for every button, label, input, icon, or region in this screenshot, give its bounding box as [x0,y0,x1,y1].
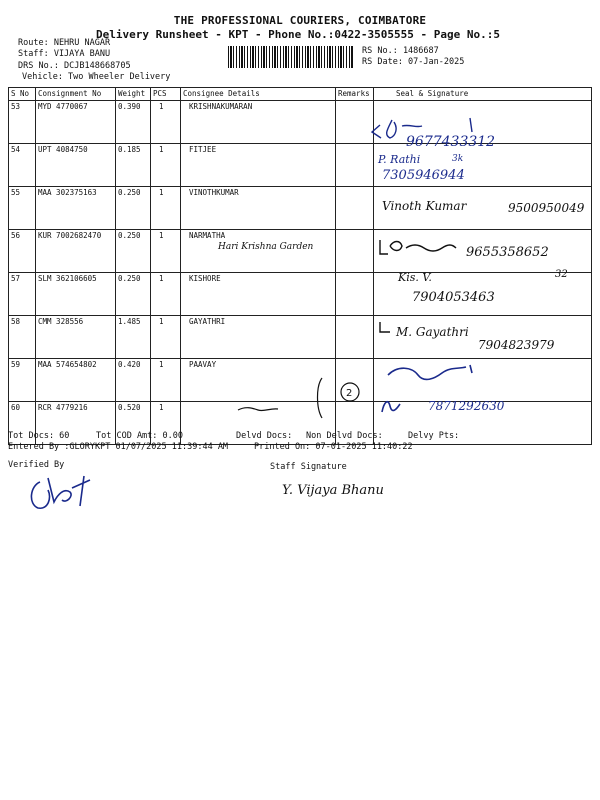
cell-consignment: MAA 302375163 [36,187,116,230]
cell-pcs: 1 [151,187,181,230]
cell-pcs: 1 [151,316,181,359]
cell-weight: 0.390 [116,101,151,144]
verified-by-signature [31,476,90,508]
cell-consignee: VINOTHKUMAR [181,187,336,230]
col-sno: S No [9,88,36,101]
col-consignment: Consignment No [36,88,116,101]
tot-cod-amt: Tot COD Amt: 0.00 [96,431,183,441]
cell-pcs: 1 [151,402,181,445]
col-consignee: Consignee Details [181,88,336,101]
runsheet-subtitle: Delivery Runsheet - KPT - Phone No.:0422-3505555 - Page No.:5 [96,28,500,41]
row-57-signature: Kis. V. [398,271,432,284]
cell-consignment: UPT 4084750 [36,144,116,187]
cell-consignment: CMM 328556 [36,316,116,359]
cell-pcs: 1 [151,144,181,187]
row-60-badge: 2 [346,388,353,399]
cell-weight: 0.250 [116,187,151,230]
vehicle-label: Vehicle: Two Wheeler Delivery [22,72,171,82]
cell-sno: 57 [9,273,36,316]
row-58-signature: M. Gayathri [396,325,469,339]
row-57-note: 32 [555,269,568,280]
cell-consignee: NARMATHA [181,230,336,273]
cell-consignee: PAAVAY [181,359,336,402]
row-60-phone: 7871292630 [428,399,505,413]
cell-pcs: 1 [151,101,181,144]
company-title: THE PROFESSIONAL COURIERS, COIMBATORE [173,14,427,27]
cell-sno: 60 [9,402,36,445]
cell-weight: 0.250 [116,230,151,273]
cell-weight: 0.250 [116,273,151,316]
row-55-signature: Vinoth Kumar [382,199,467,213]
rs-date: RS Date: 07-Jan-2025 [362,57,465,67]
cell-sno: 54 [9,144,36,187]
rs-number: RS No.: 1486687 [362,46,439,56]
drs-number: DRS No.: DCJB148668705 [18,61,131,71]
row-57-phone: 7904053463 [412,290,495,305]
tot-docs: Tot Docs: 60 [8,431,70,441]
verified-by-label: Verified By [8,460,65,470]
route-label: Route: NEHRU NAGAR [18,38,111,48]
row-53-phone: 9677433312 [406,134,496,150]
cell-consignee: GAYATHRI [181,316,336,359]
cell-weight: 0.185 [116,144,151,187]
cell-consignment: RCR 4779216 [36,402,116,445]
entered-by: Entered By :GLORYKPT 01/07/2025 11:39:44 AM [8,442,229,452]
cell-pcs: 1 [151,273,181,316]
cell-sno: 55 [9,187,36,230]
cell-consignee: FITJEE [181,144,336,187]
cell-weight: 1.485 [116,316,151,359]
cell-consignee: KISHORE [181,273,336,316]
cell-weight: 0.520 [116,402,151,445]
non-delvd-docs: Non Delvd Docs: [306,431,383,441]
printed-on: Printed On: 07-01-2025 11:40:22 [254,442,413,452]
col-seal-signature: Seal & Signature [374,88,592,101]
cell-pcs: 1 [151,230,181,273]
cell-consignment: KUR 7002682470 [36,230,116,273]
staff-signature-label: Staff Signature [270,462,347,472]
col-weight: Weight [116,88,151,101]
row-54-signature: P. Rathi [378,153,421,166]
row-54-note: 3k [452,154,464,164]
staff-signature-name: Y. Vijaya Bhanu [282,483,384,498]
cell-consignment: MYD 4770067 [36,101,116,144]
cell-weight: 0.420 [116,359,151,402]
row-56-phone: 9655358652 [466,245,549,260]
cell-sno: 56 [9,230,36,273]
cell-sno: 59 [9,359,36,402]
staff-label: Staff: VIJAYA BANU [18,49,111,59]
cell-pcs: 1 [151,359,181,402]
delvy-pts: Delvy Pts: [408,431,460,441]
cell-sno: 58 [9,316,36,359]
delvd-docs: Delvd Docs: [236,431,293,441]
cell-consignee: KRISHNAKUMARAN [181,101,336,144]
cell-consignment: MAA 574654802 [36,359,116,402]
cell-sno: 53 [9,101,36,144]
col-pcs: PCS [151,88,181,101]
row-58-phone: 7904823979 [478,338,555,352]
cell-consignment: SLM 362106605 [36,273,116,316]
row-54-phone: 7305946944 [382,168,465,183]
row-55-phone: 9500950049 [508,201,585,215]
row-56-address: Hari Krishna Garden [218,242,314,252]
col-remarks: Remarks [336,88,374,101]
